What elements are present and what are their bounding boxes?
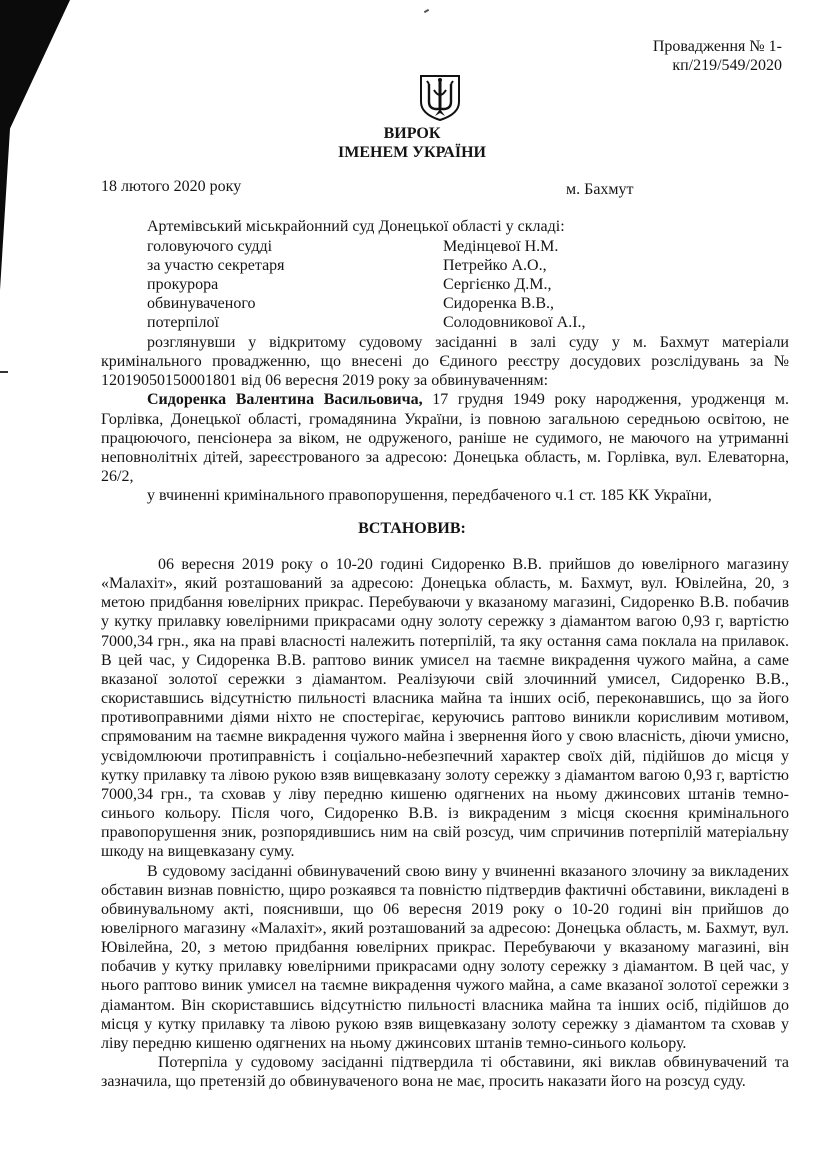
composition-row: [147, 295, 554, 313]
composition-role: потерпілої: [147, 314, 219, 331]
intro-paragraphs: [101, 333, 789, 505]
composition-row: [147, 276, 552, 294]
defendant-name: Сидоренка Валентина Васильовича,: [147, 391, 423, 409]
composition-role: обвинуваченого: [147, 295, 256, 312]
coat-of-arms-of-ukraine-icon: [415, 72, 465, 122]
margin-mark: [0, 371, 8, 373]
composition-row: [147, 257, 547, 275]
verdict-date: 18 лютого 2020 року: [101, 178, 242, 195]
composition-row: [147, 314, 586, 332]
proceeding-number: [582, 37, 782, 75]
proceeding-number-line1: Провадження № 1-: [652, 38, 782, 55]
verdict-subtitle: ІМЕНЕМ УКРАЇНИ: [338, 144, 486, 161]
defendant-paragraph: [101, 390, 789, 486]
composition-name: Солодовникової А.І.,: [443, 314, 586, 331]
established-paragraphs: [101, 555, 789, 1091]
composition-row: [147, 238, 558, 256]
composition-role: прокурора: [147, 276, 219, 293]
composition-name: Медінцевої Н.М.: [443, 238, 559, 255]
established-heading: ВСТАНОВИВ:: [358, 520, 466, 537]
considered-paragraph: розглянувши у відкритому судовому засіданні в залі суду у м. Бахмут матеріали кримінального провадженню, що внесені до Єдиного реєстру досудових розслідувань за № 12019050150001801 від 06 вересня 2019 року за обвинуваченням:: [101, 334, 789, 390]
scan-speck: [424, 9, 429, 13]
established-paragraph: Потерпіла у судовому засіданні підтвердила ті обставини, які виклав обвинувачений та зазначила, що претензій до обвинуваченого вона не має, просить наказати його на розсуд суду.: [101, 1054, 789, 1091]
proceeding-number-line2: кп/219/549/2020: [672, 57, 782, 74]
composition-role: головуючого судді: [147, 238, 273, 255]
court-intro: Артемівський міськрайонний суд Донецької області у складі:: [147, 218, 565, 235]
verdict-city: м. Бахмут: [566, 181, 634, 198]
established-paragraph: 06 вересня 2019 року о 10-20 годині Сидоренко В.В. прийшов до ювелірного магазину «Малахіт», який розташований за адресою: Донецька область, м. Бахмут, вул. Ювілейна, 20, з метою придбання ювелірних прикрас. Перебуваючи у вказаному магазині, Сидоренко В.В. побачив у кутку прилавку ювелірними прикрасами одну золоту сережку з діамантом вагою 0,93 г, вартістю 7000,34 грн., яка на праві власності належить потерпілій, та яку остання сама поклала на прилавок. В цей час, у Сидоренка В.В. раптово виник умисел на таємне викрадення чужого майна, а саме вказаної золотої сережки з діамантом. Реалізуючи свій злочинний умисел, Сидоренко В.В., скориставшись відсутністю пильності власника майна та інших осіб, переконавшись, що за його противоправними діями ніхто не спостерігає, керуючись раптово виникли корисливим мотивом, спрямованим на таємне викрадення чужого майна і звернення його у свою власність, діючи умисно, усвідомлюючи протиправність і соціально-небезпечний характер своїх дій, підійшов до місця у кутку прилавку та лівою рукою взяв вищевказану золоту сережку з діамантом вагою 0,93 г, вартістю 7000,34 грн., та сховав у ліву передню кишеню одягнених на ньому джинсових штанів темно-синього кольору. Після чого, Сидоренко В.В. із викраденим з місця скоєння кримінального правопорушення зник, розпорядившись ним на свій розсуд, чим спричинив потерпілій матеріальну шкоду на вищевказану суму.: [101, 556, 789, 861]
verdict-title: ВИРОК: [383, 125, 441, 142]
verdict-title-block: [0, 124, 824, 162]
composition-name: Петрейко А.О.,: [443, 257, 547, 274]
established-paragraph: В судовому засіданні обвинувачений свою вину у вчиненні вказаного злочину за викладених обставин визнав повністю, щиро розкаявся та повністю підтвердив фактичні обставини, викладені в обвинувальному акті, пояснивши, що 06 вересня 2019 року о 10-20 годині він прийшов до ювелірного магазину «Малахіт», який розташований за адресою: Донецька область, м. Бахмут, вул. Ювілейна, 20, з метою придбання ювелірних прикрас. Перебуваючи у вказаному магазині, він побачив у кутку прилавку ювелірними прикрасами одну золоту сережку з діамантом. В цей час, у нього раптово виник умисел на таємне викрадення чужого майна, а саме вказаної золотої сережки з діамантом. Він скориставшись відсутністю пильності власника майна та інших осіб, підійшов до місця у кутку прилавку та лівою рукою взяв вищевказану золоту сережку з діамантом та сховав у ліву передню кишеню одягнених на ньому джинсових штанів темно-синього кольору.: [101, 862, 789, 1052]
composition-role: за участю секретаря: [147, 257, 285, 274]
defendant-details: 17 грудня 1949 року народження, уродженця м. Горлівка, Донецької області, громадянина України, із повною загальною середньою освітою, не працюючого, пенсіонера за віком, не одруженого, раніше не судимого, не маючого на утриманні неповнолітніх дітей, зареєстрованого за адресою: Донецька область, м. Горлівка, вул. Елеваторна, 26/2,: [101, 391, 789, 486]
composition-name: Сидоренка В.В.,: [443, 295, 555, 312]
charge-paragraph: у вчиненні кримінального правопорушення, передбаченого ч.1 ст. 185 КК України,: [147, 487, 712, 505]
composition-name: Сергієнко Д.М.,: [443, 276, 552, 293]
